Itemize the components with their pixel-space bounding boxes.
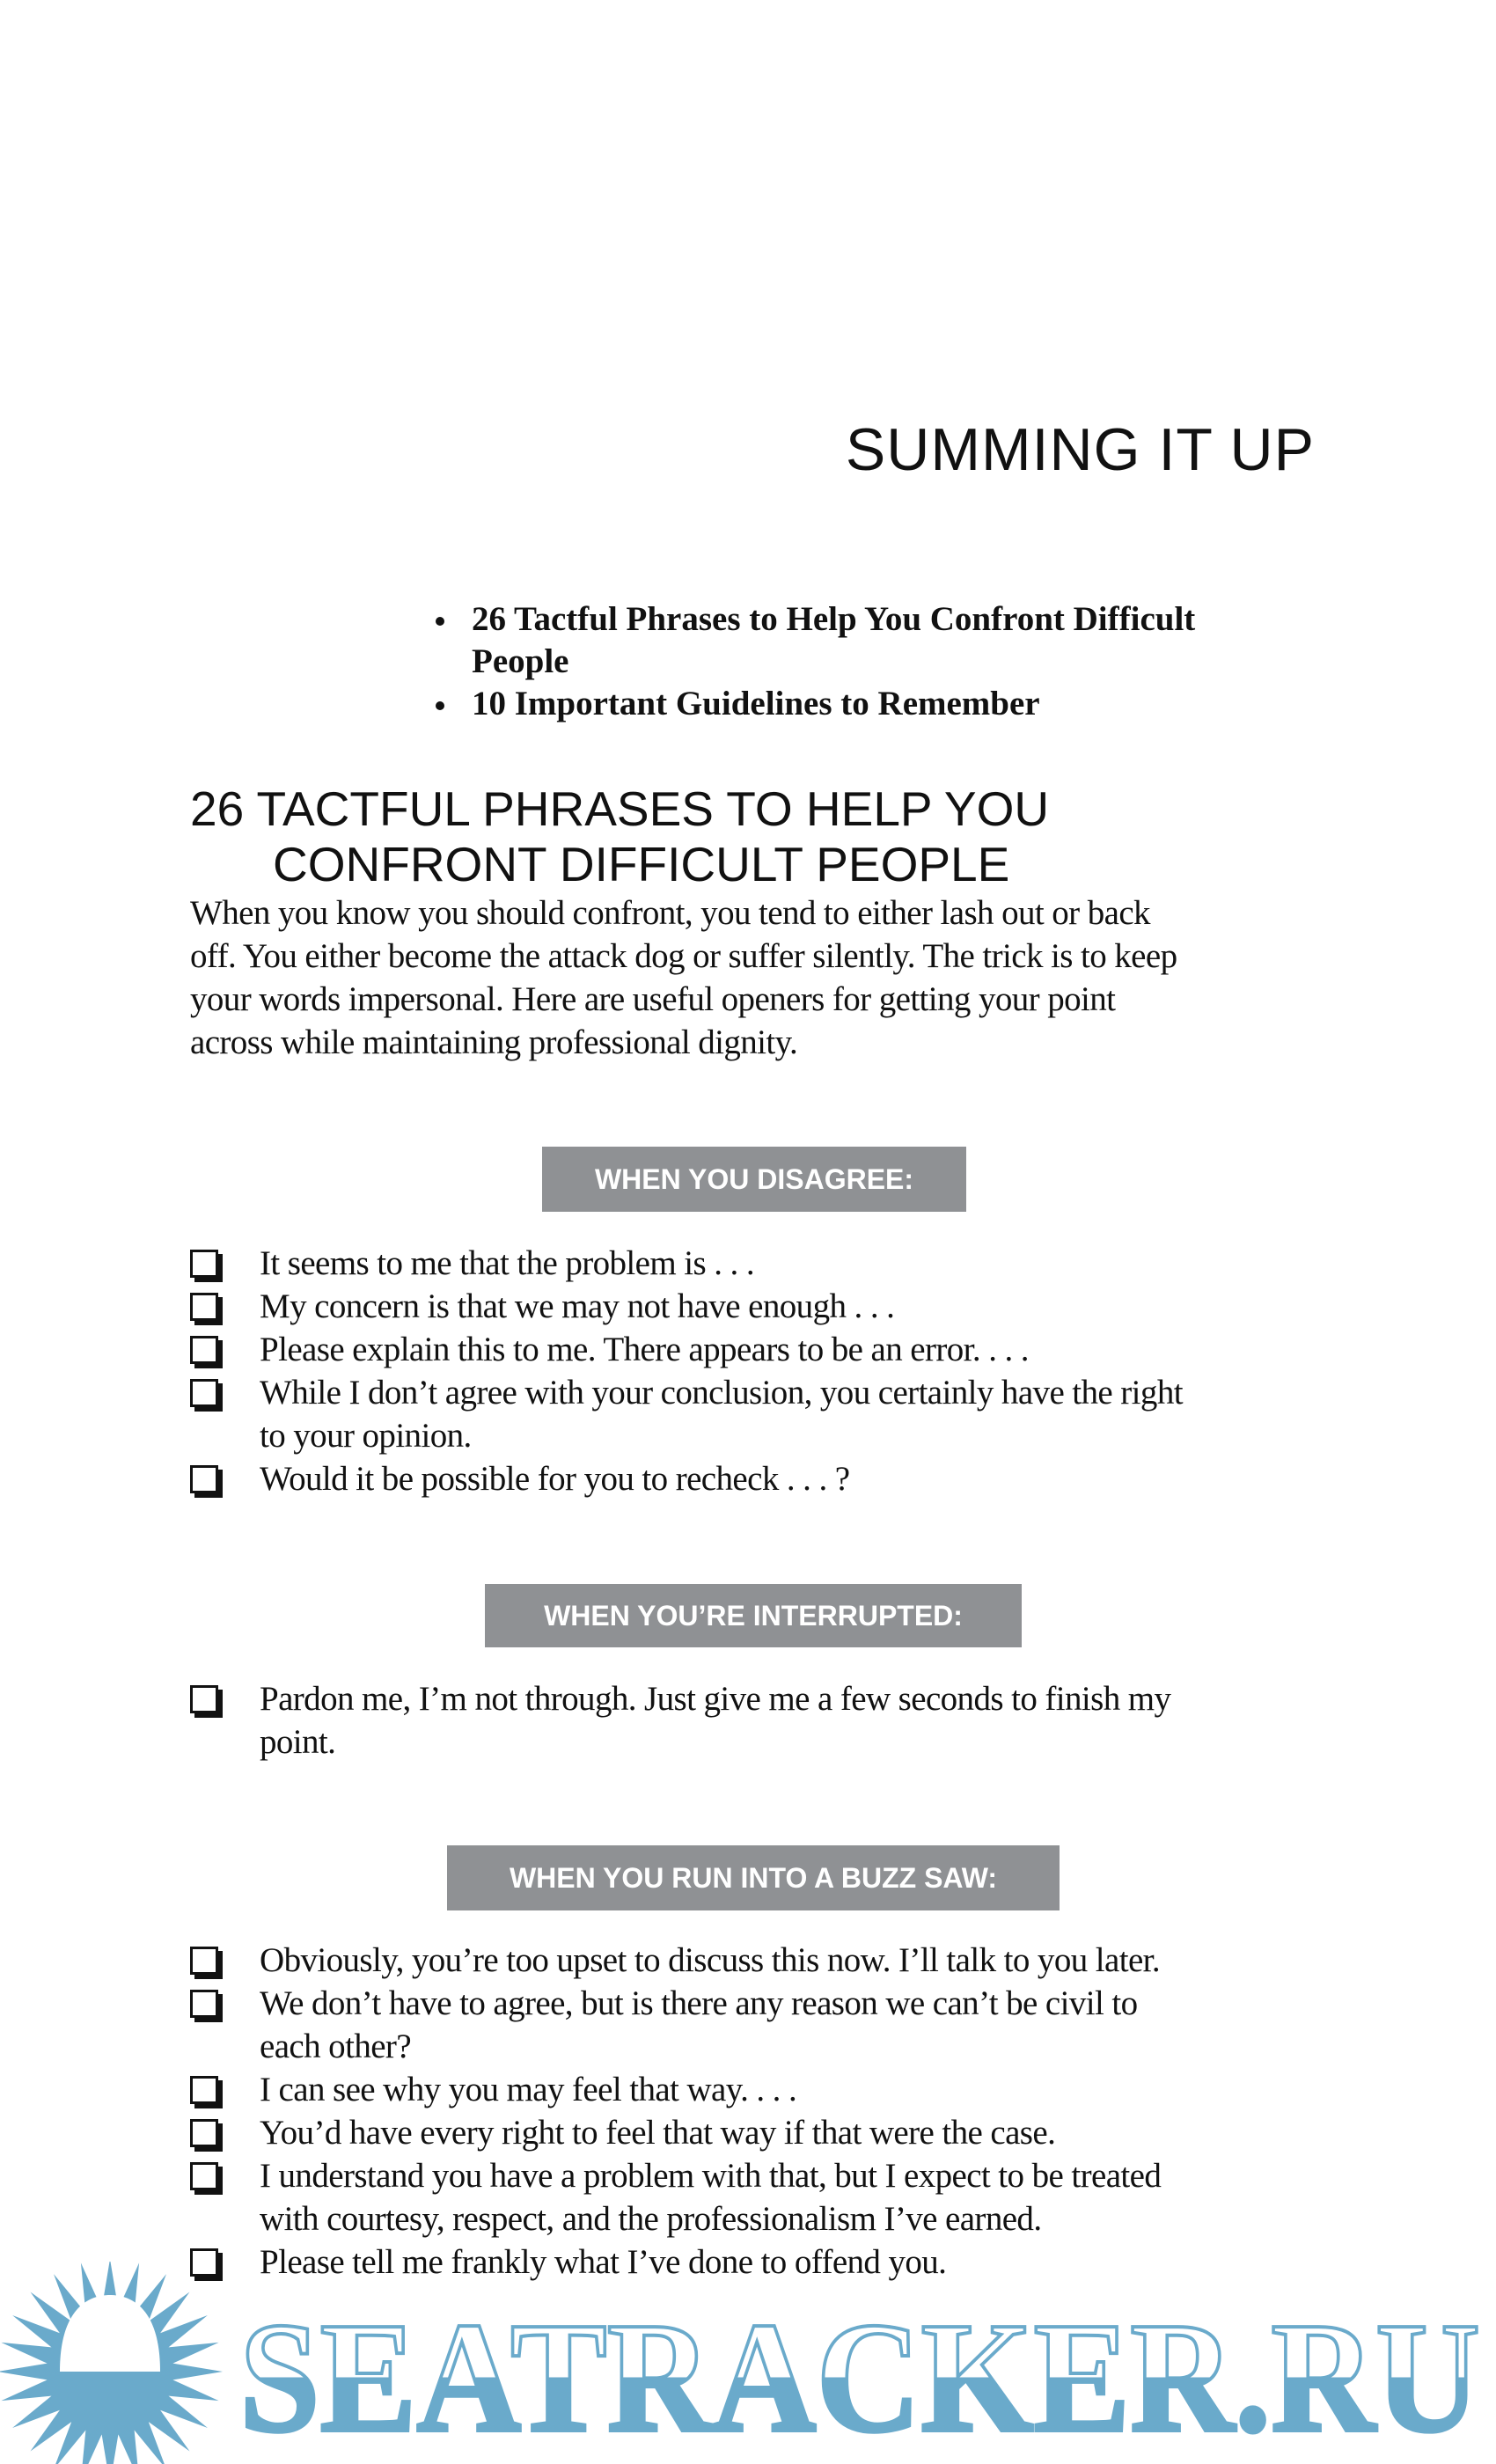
phrase-list-buzz-saw [190,1939,1161,2284]
checkbox-icon [190,1379,218,1407]
checkbox-icon [190,1465,218,1493]
group-label-buzz-saw: WHEN YOU RUN INTO A BUZZ SAW: [447,1845,1060,1910]
phrase-item: Please explain this to me. There appears to be an error. . . . [190,1328,1183,1371]
checkbox-icon [190,1336,218,1364]
phrase-item: I can see why you may feel that way. . . . [190,2068,1161,2111]
phrase-item: It seems to me that the problem is . . . [190,1242,1183,1285]
phrase-item: My concern is that we may not have enough . . . [190,1285,1183,1328]
phrase-item: Obviously, you’re too upset to discuss this now. I’ll talk to you later. [190,1939,1161,1982]
intro-paragraph: When you know you should confront, you tend to either lash out or back off. You either become the attack dog or suffer silently. The trick is to keep your words impersonal. Here are useful openers for getting your point across while maintaining professional dignity. [190,894,1177,1061]
chapter-contents [431,598,1264,725]
checkbox-icon [190,2119,218,2147]
watermark-text: SEATRACKER.RU [239,2290,1480,2464]
checkbox-icon [190,1990,218,2018]
checkbox-icon [190,2162,218,2190]
phrase-item: You’d have every right to feel that way if that were the case. [190,2111,1161,2154]
watermark [0,2262,1496,2464]
page-title: SUMMING IT UP [845,416,1315,483]
toc-item: 26 Tactful Phrases to Help You Confront Difficult People [431,598,1264,683]
phrase-item: Would it be possible for you to recheck . . . ? [190,1457,1183,1500]
phrase-item: Pardon me, I’m not through. Just give me a few seconds to finish my point. [190,1677,1170,1764]
checkbox-icon [190,1250,218,1278]
phrase-item: While I don’t agree with your conclusion, you certainly have the right to your opinion. [190,1371,1183,1457]
toc-item: 10 Important Guidelines to Remember [431,683,1264,725]
section-heading: 26 TACTFUL PHRASES TO HELP YOU CONFRONT DIFFICULT PEOPLE [190,781,1050,891]
phrase-item: I understand you have a problem with that, but I expect to be treated with courtesy, respect, and the professionalism I’ve earned. [190,2154,1161,2240]
checkbox-icon [190,1947,218,1975]
phrase-item: We don’t have to agree, but is there any reason we can’t be civil to each other? [190,1982,1161,2068]
group-label-interrupted: WHEN YOU’RE INTERRUPTED: [485,1584,1022,1647]
checkbox-icon [190,1293,218,1321]
phrase-list-interrupted [190,1677,1170,1764]
checkbox-icon [190,1685,218,1713]
phrase-list-disagree [190,1242,1183,1500]
phrase-item: Please tell me frankly what I’ve done to offend you. [190,2240,1161,2284]
checkbox-icon [190,2076,218,2104]
group-label-disagree: WHEN YOU DISAGREE: [542,1147,966,1212]
sun-icon [0,2262,223,2464]
